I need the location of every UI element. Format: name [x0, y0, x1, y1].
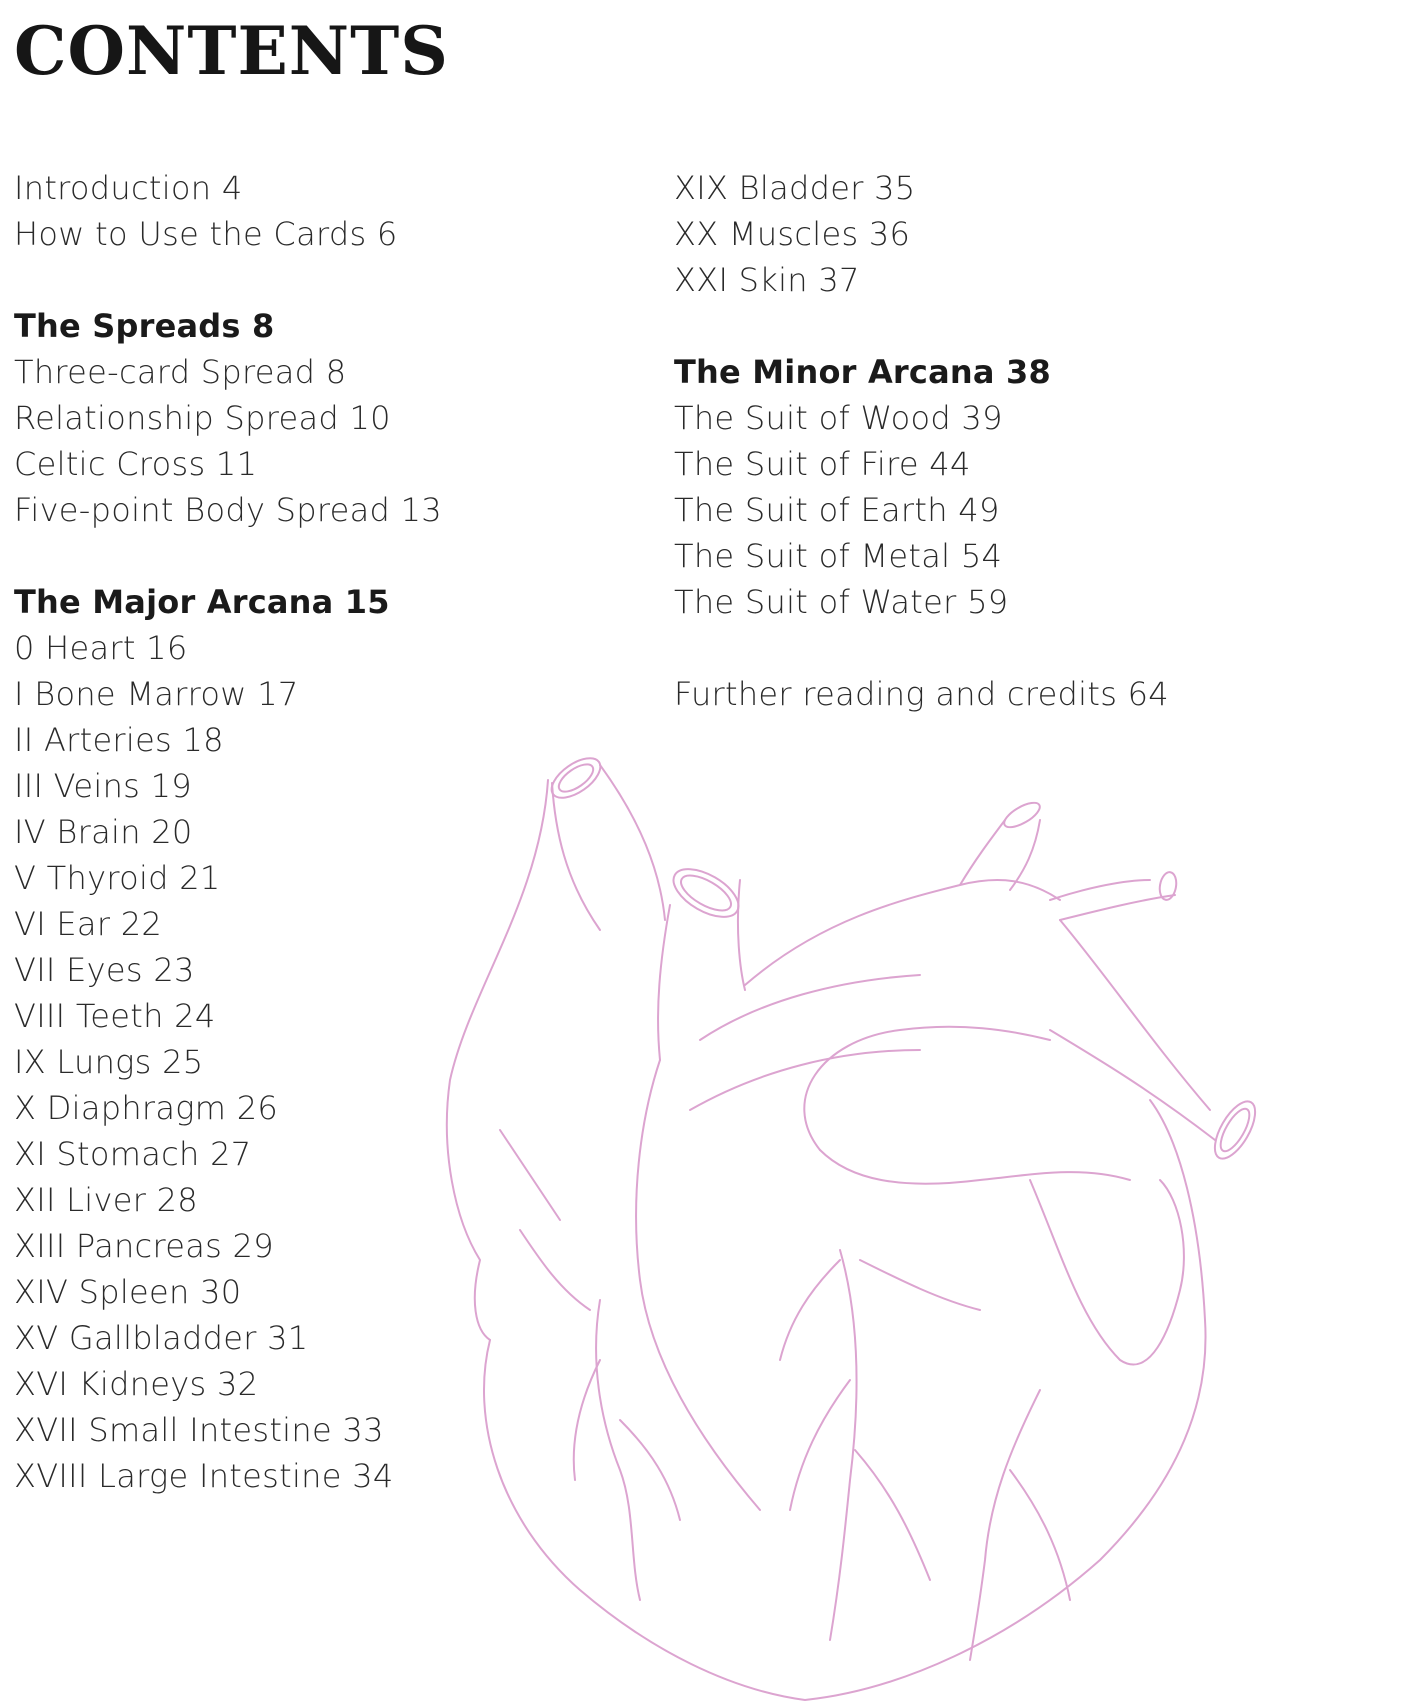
heart-septum-line — [636, 1060, 760, 1510]
toc-entry-suit-of-water[interactable]: The Suit of Water 59 — [674, 583, 1009, 621]
toc-entry-gallbladder[interactable]: XV Gallbladder 31 — [14, 1319, 309, 1357]
toc-entry-lungs[interactable]: IX Lungs 25 — [14, 1043, 204, 1081]
heart-arch-branch-1-opening — [1001, 798, 1044, 832]
heart-pulmonary-trunk-lower — [820, 1150, 1130, 1184]
heart-arch-branch-1a — [960, 820, 1005, 885]
heart-pulmonary-left — [658, 905, 670, 1060]
heart-aortic-arch-outer — [745, 880, 1060, 985]
heart-left-auricle — [1030, 1180, 1184, 1365]
coronary-vessel-9 — [860, 1260, 980, 1310]
toc-entry-thyroid[interactable]: V Thyroid 21 — [14, 859, 221, 897]
toc-entry-skin[interactable]: XXI Skin 37 — [674, 261, 860, 299]
coronary-vessel-8 — [1010, 1470, 1070, 1600]
toc-entry-relationship-spread[interactable]: Relationship Spread 10 — [14, 399, 391, 437]
toc-column-left — [14, 165, 614, 1499]
heart-arch-branch-1b — [1010, 820, 1040, 890]
toc-entry-heart[interactable]: 0 Heart 16 — [14, 629, 188, 667]
toc-entry-ear[interactable]: VI Ear 22 — [14, 905, 163, 943]
toc-entry-suit-of-metal[interactable]: The Suit of Metal 54 — [674, 537, 1003, 575]
heart-aorta-opening — [1207, 1095, 1263, 1164]
toc-entry-large-intestine[interactable]: XVIII Large Intestine 34 — [14, 1457, 394, 1495]
heart-texture-1 — [700, 975, 920, 1040]
heart-pulmonary-right — [738, 880, 745, 990]
heart-vessel-opening-2 — [666, 859, 746, 926]
toc-entry-further-reading[interactable]: Further reading and credits 64 — [674, 675, 1169, 713]
toc-entry-muscles[interactable]: XX Muscles 36 — [674, 215, 911, 253]
toc-entry-veins[interactable]: III Veins 19 — [14, 767, 192, 805]
coronary-vessel-4 — [830, 1250, 857, 1640]
toc-entry-how-to-use[interactable]: How to Use the Cards 6 — [14, 215, 398, 253]
toc-entry-small-intestine[interactable]: XVII Small Intestine 33 — [14, 1411, 384, 1449]
toc-entry-stomach[interactable]: XI Stomach 27 — [14, 1135, 252, 1173]
toc-entry-teeth[interactable]: VIII Teeth 24 — [14, 997, 216, 1035]
toc-heading-minor-arcana[interactable]: The Minor Arcana 38 — [674, 353, 1051, 391]
page-title: CONTENTS — [14, 12, 449, 90]
toc-entry-suit-of-wood[interactable]: The Suit of Wood 39 — [674, 399, 1003, 437]
toc-entry-spleen[interactable]: XIV Spleen 30 — [14, 1273, 242, 1311]
toc-entry-diaphragm[interactable]: X Diaphragm 26 — [14, 1089, 279, 1127]
toc-entry-three-card-spread[interactable]: Three-card Spread 8 — [14, 353, 347, 391]
toc-entry-pancreas[interactable]: XIII Pancreas 29 — [14, 1227, 274, 1265]
toc-entry-arteries[interactable]: II Arteries 18 — [14, 721, 224, 759]
toc-heading-spreads[interactable]: The Spreads 8 — [14, 307, 275, 345]
heart-vessel-opening-2-inner — [676, 869, 736, 918]
heart-descending-aorta-top — [1060, 920, 1210, 1110]
heart-arch-branch-2b — [1060, 895, 1175, 920]
heart-pulmonary-trunk — [804, 1027, 1050, 1150]
toc-entry-brain[interactable]: IV Brain 20 — [14, 813, 193, 851]
toc-entry-liver[interactable]: XII Liver 28 — [14, 1181, 198, 1219]
toc-entry-bone-marrow[interactable]: I Bone Marrow 17 — [14, 675, 299, 713]
toc-entry-suit-of-earth[interactable]: The Suit of Earth 49 — [674, 491, 1000, 529]
toc-entry-eyes[interactable]: VII Eyes 23 — [14, 951, 195, 989]
heart-arch-branch-2a — [1050, 880, 1150, 900]
heart-aorta-opening-inner — [1215, 1105, 1255, 1156]
coronary-vessel-5 — [790, 1380, 850, 1510]
toc-column-right — [674, 165, 1374, 717]
coronary-vessel-7 — [970, 1390, 1040, 1660]
coronary-vessel-6 — [855, 1450, 930, 1580]
coronary-vessel-10 — [780, 1260, 840, 1360]
toc-entry-kidneys[interactable]: XVI Kidneys 32 — [14, 1365, 259, 1403]
toc-entry-introduction[interactable]: Introduction 4 — [14, 169, 243, 207]
toc-entry-suit-of-fire[interactable]: The Suit of Fire 44 — [674, 445, 971, 483]
toc-entry-five-point-body-spread[interactable]: Five-point Body Spread 13 — [14, 491, 442, 529]
toc-entry-bladder[interactable]: XIX Bladder 35 — [674, 169, 916, 207]
toc-entry-celtic-cross[interactable]: Celtic Cross 11 — [14, 445, 258, 483]
toc-heading-major-arcana[interactable]: The Major Arcana 15 — [14, 583, 390, 621]
